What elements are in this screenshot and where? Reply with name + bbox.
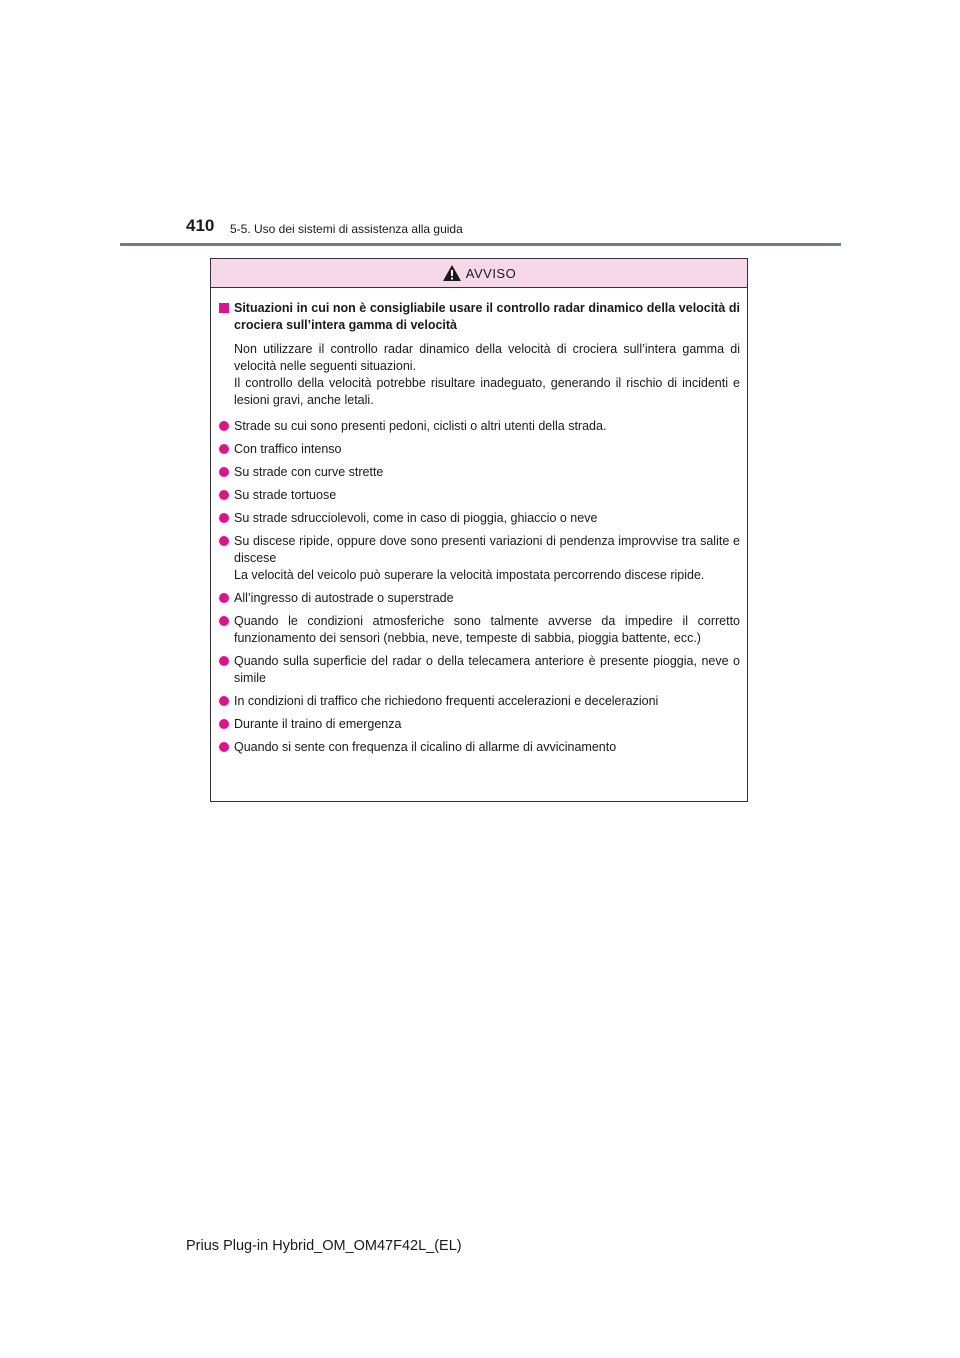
bullet-dot-icon — [219, 696, 229, 706]
warning-triangle-icon — [442, 264, 462, 282]
bullet-dot-icon — [219, 444, 229, 454]
list-item-text: Strade su cui sono presenti pedoni, ciclisti o altri utenti della strada. — [234, 419, 607, 433]
warning-label: AVVISO — [465, 265, 517, 281]
bullet-dot-icon — [219, 593, 229, 603]
situation-list — [219, 418, 740, 756]
bullet-dot-icon — [219, 719, 229, 729]
page-number: 410 — [186, 216, 215, 235]
warning-heading: Situazioni in cui non è consigliabile usare il controllo radar dinamico della velocità di crociera sull’intera gamma di velocità — [234, 301, 740, 332]
bullet-dot-icon — [219, 656, 229, 666]
list-item — [219, 487, 740, 504]
intro-paragraph: Il controllo della velocità potrebbe risultare inadeguato, generando il rischio di incidenti e lesioni gravi, anche letali. — [234, 376, 740, 407]
list-item — [219, 418, 740, 435]
list-item — [219, 441, 740, 458]
bullet-dot-icon — [219, 513, 229, 523]
list-item-text: Durante il traino di emergenza — [234, 717, 402, 731]
warning-intro — [234, 341, 740, 409]
list-item — [219, 533, 740, 584]
bullet-dot-icon — [219, 467, 229, 477]
section-title: 5-5. Uso dei sistemi di assistenza alla guida — [230, 222, 463, 236]
intro-paragraph: Non utilizzare il controllo radar dinamico della velocità di crociera sull’intera gamma di velocità nelle seguenti situazioni. — [234, 342, 740, 373]
list-item-text: Su strade con curve strette — [234, 465, 384, 479]
list-item — [219, 590, 740, 607]
list-item — [219, 739, 740, 756]
bullet-dot-icon — [219, 421, 229, 431]
list-item-text: Quando sulla superficie del radar o della telecamera anteriore è presente pioggia, neve o simile — [234, 654, 740, 685]
bullet-dot-icon — [219, 490, 229, 500]
list-item-text: Su strade sdrucciolevoli, come in caso di pioggia, ghiaccio o neve — [234, 511, 598, 525]
header-rule — [120, 243, 841, 246]
document-id: Prius Plug-in Hybrid_OM_OM47F42L_(EL) — [186, 1238, 462, 1254]
warning-heading-row — [219, 300, 740, 334]
warning-header — [211, 259, 747, 288]
page-header — [0, 0, 960, 250]
bullet-dot-icon — [219, 536, 229, 546]
list-item — [219, 613, 740, 647]
square-bullet-icon — [219, 303, 229, 313]
list-item-text: In condizioni di traffico che richiedono frequenti accelerazioni e decelerazioni — [234, 694, 659, 708]
list-item-text: Quando le condizioni atmosferiche sono talmente avverse da impedire il corretto funzionamento dei sensori (nebbia, neve, tempeste di sabbia, pioggia battente, ecc.) — [234, 614, 740, 645]
list-item — [219, 653, 740, 687]
list-item-text: Su strade tortuose — [234, 488, 337, 502]
list-item-text: All’ingresso di autostrade o superstrade — [234, 591, 454, 605]
warning-body — [211, 288, 747, 756]
list-item-text: Con traffico intenso — [234, 442, 342, 456]
list-item-note: La velocità del veicolo può superare la velocità impostata percorrendo discese ripide. — [234, 568, 705, 582]
list-item-text: Su discese ripide, oppure dove sono presenti variazioni di pendenza improvvise tra salite e discese — [234, 534, 740, 565]
list-item-text: Quando si sente con frequenza il cicalino di allarme di avvicinamento — [234, 740, 617, 754]
warning-box — [210, 258, 748, 802]
list-item — [219, 716, 740, 733]
list-item — [219, 693, 740, 710]
bullet-dot-icon — [219, 616, 229, 626]
list-item — [219, 464, 740, 481]
list-item — [219, 510, 740, 527]
bullet-dot-icon — [219, 742, 229, 752]
